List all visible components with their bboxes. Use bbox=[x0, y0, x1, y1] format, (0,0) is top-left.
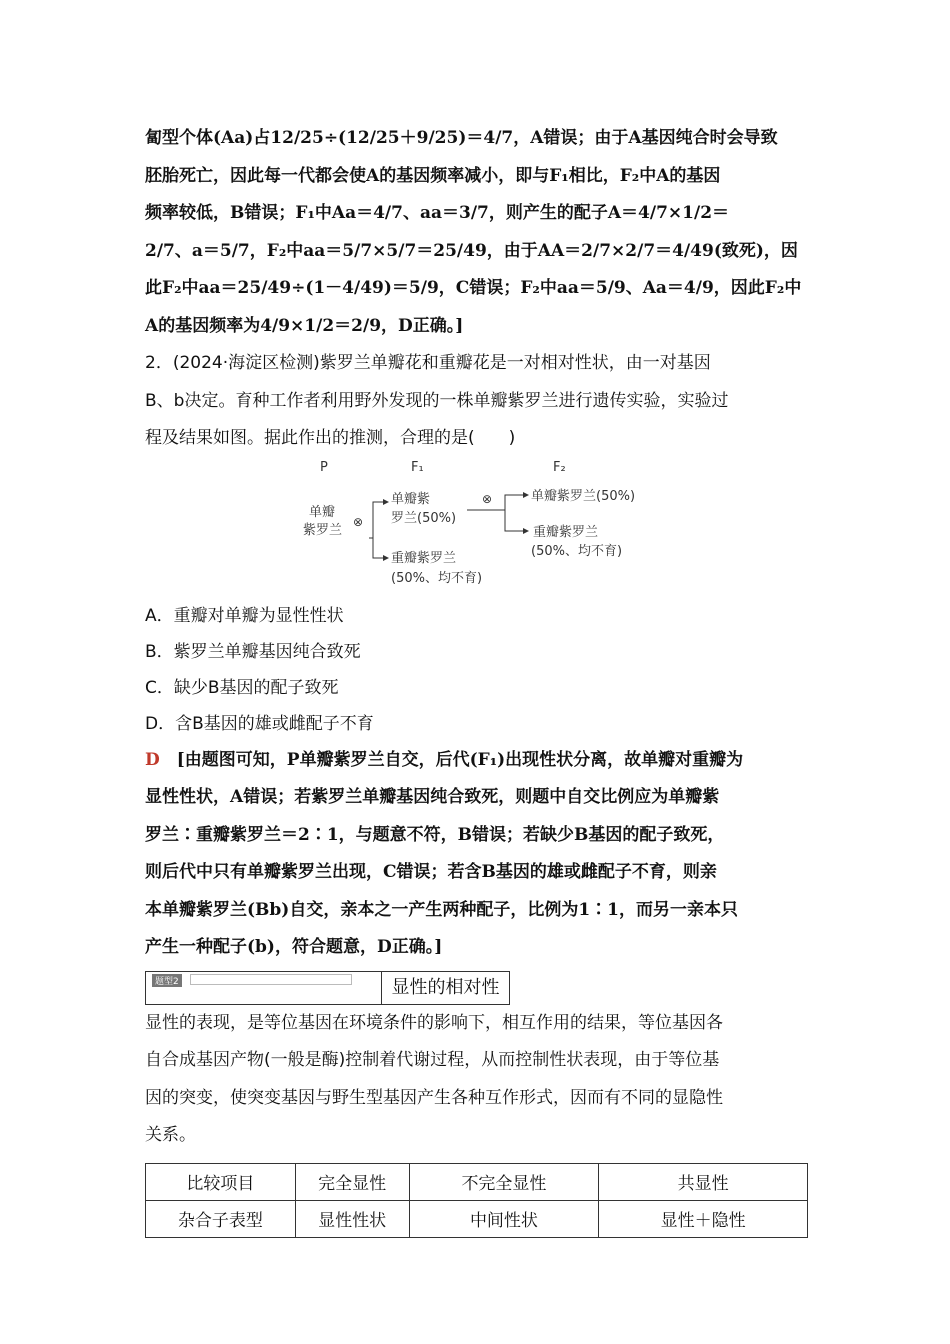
f1-single-line2: 罗兰(50%) bbox=[391, 510, 457, 526]
arrow-head bbox=[523, 492, 529, 498]
table-header-cell: 完全显性 bbox=[295, 1163, 409, 1200]
section-header bbox=[145, 971, 810, 1005]
dominance-comparison-table bbox=[145, 1163, 808, 1238]
table-cell: 杂合子表型 bbox=[146, 1200, 296, 1237]
table-header-cell: 不完全显性 bbox=[409, 1163, 599, 1200]
option-c: C．缺少B基因的配子致死 bbox=[145, 677, 339, 698]
answer-2-line: 则后代中只有单瓣紫罗兰出现，C错误；若含B基因的雄或雌配子不育，则亲 bbox=[145, 862, 717, 882]
table-row bbox=[146, 1200, 808, 1237]
branch-line-p bbox=[369, 502, 383, 558]
answer-2-first-line bbox=[145, 742, 810, 780]
question-2 bbox=[145, 345, 810, 458]
intro-line: 因的突变，使突变基因与野生型基因产生各种互作形式，因而有不同的显隐性 bbox=[145, 1087, 723, 1108]
selfing-symbol-f1: ⊗ bbox=[482, 491, 493, 506]
table-cell: 显性性状 bbox=[295, 1200, 409, 1237]
option-a: A．重瓣对单瓣为显性性状 bbox=[145, 605, 344, 626]
f1-generation-label: F₁ bbox=[411, 459, 424, 475]
answer-letter: D bbox=[145, 749, 160, 770]
answer-2-line: [由题图可知，P单瓣紫罗兰自交，后代(F₁)出现性状分离，故单瓣对重瓣为 bbox=[176, 749, 744, 770]
answer-1-line: 2/7、a＝5/7，F₂中aa＝5/7×5/7＝25/49，由于AA＝2/7×2/7＝4/49(致死)，因 bbox=[145, 240, 798, 261]
p-generation-label: P bbox=[320, 459, 328, 475]
parent-label-line2: 紫罗兰 bbox=[303, 522, 343, 538]
answer-2-explanation bbox=[145, 742, 810, 967]
answer-options bbox=[145, 598, 810, 742]
table-header-row bbox=[146, 1163, 808, 1200]
section-badge-box bbox=[145, 971, 382, 1005]
answer-2-line: 本单瓣紫罗兰(Bb)自交，亲本之一产生两种配子，比例为1∶1，而另一亲本只 bbox=[145, 899, 738, 920]
table-cell: 显性＋隐性 bbox=[599, 1200, 808, 1237]
parent-label-line1: 单瓣 bbox=[309, 504, 336, 520]
f2-generation-label: F₂ bbox=[553, 459, 566, 475]
arrow-head bbox=[523, 528, 529, 534]
page-content bbox=[145, 120, 810, 1238]
answer-1-explanation bbox=[145, 120, 810, 345]
table-cell: 中间性状 bbox=[409, 1200, 599, 1237]
answer-2-line: 罗兰∶重瓣紫罗兰＝2∶1，与题意不符，B错误；若缺少B基因的配子致死， bbox=[145, 824, 725, 845]
answer-1-line: A的基因频率为4/9×1/2＝2/9，D正确。] bbox=[145, 315, 464, 336]
f2-double-line2: (50%、均不育) bbox=[531, 543, 623, 559]
arrow-head bbox=[383, 555, 389, 561]
f1-double-line1: 重瓣紫罗兰 bbox=[391, 550, 457, 566]
f1-single-line1: 单瓣紫 bbox=[391, 491, 431, 507]
f2-single: 单瓣紫罗兰(50%) bbox=[531, 488, 636, 504]
answer-1-line: 胚胎死亡，因此每一代都会使A的基因频率减小，即与F₁相比，F₂中A的基因 bbox=[145, 165, 721, 186]
arrow-head bbox=[383, 499, 389, 505]
section-title: 显性的相对性 bbox=[382, 971, 510, 1005]
answer-1-line: 频率较低，B错误；F₁中Aa＝4/7、aa＝3/7，则产生的配子A＝4/7×1/2＝ bbox=[145, 203, 730, 223]
option-d: D．含B基因的雄或雌配子不育 bbox=[145, 713, 374, 734]
f1-double-line2: (50%、均不育) bbox=[391, 570, 483, 586]
answer-2-line: 显性性状，A错误；若紫罗兰单瓣基因纯合致死，则题中自交比例应为单瓣紫 bbox=[145, 787, 720, 807]
branch-line-f1 bbox=[467, 495, 523, 531]
intro-line: 自合成基因产物(一般是酶)控制着代谢过程，从而控制性状表现，由于等位基 bbox=[145, 1050, 720, 1070]
section-badge: 题型2 bbox=[152, 974, 182, 987]
question-2-line: 程及结果如图。据此作出的推测，合理的是( ) bbox=[145, 428, 516, 448]
genetics-cross-diagram bbox=[145, 458, 810, 598]
answer-1-line: 此F₂中aa＝25/49÷(1－4/49)＝5/9，C错误；F₂中aa＝5/9、Aa＝4/9，因此F₂中 bbox=[145, 278, 802, 298]
answer-2-line: 产生一种配子(b)，符合题意，D正确。] bbox=[145, 937, 443, 957]
intro-line: 关系。 bbox=[145, 1125, 196, 1145]
selfing-symbol-p: ⊗ bbox=[353, 514, 364, 529]
question-2-line: 2．(2024·海淀区检测)紫罗兰单瓣花和重瓣花是一对相对性状，由一对基因 bbox=[145, 353, 711, 373]
table-header-cell: 共显性 bbox=[599, 1163, 808, 1200]
option-b: B．紫罗兰单瓣基因纯合致死 bbox=[145, 641, 361, 662]
intro-line: 显性的表现，是等位基因在环境条件的影响下，相互作用的结果，等位基因各 bbox=[145, 1012, 723, 1033]
question-2-line: B、b决定。育种工作者利用野外发现的一株单瓣紫罗兰进行遗传实验，实验过 bbox=[145, 390, 729, 411]
section-badge-bar bbox=[190, 974, 352, 985]
section-intro bbox=[145, 1005, 810, 1155]
answer-1-line: 匐型个体(Aa)占12/25÷(12/25＋9/25)＝4/7，A错误；由于A基因纯合时会导致 bbox=[145, 128, 778, 148]
table-header-cell: 比较项目 bbox=[146, 1163, 296, 1200]
f2-double-line1: 重瓣紫罗兰 bbox=[533, 524, 599, 540]
